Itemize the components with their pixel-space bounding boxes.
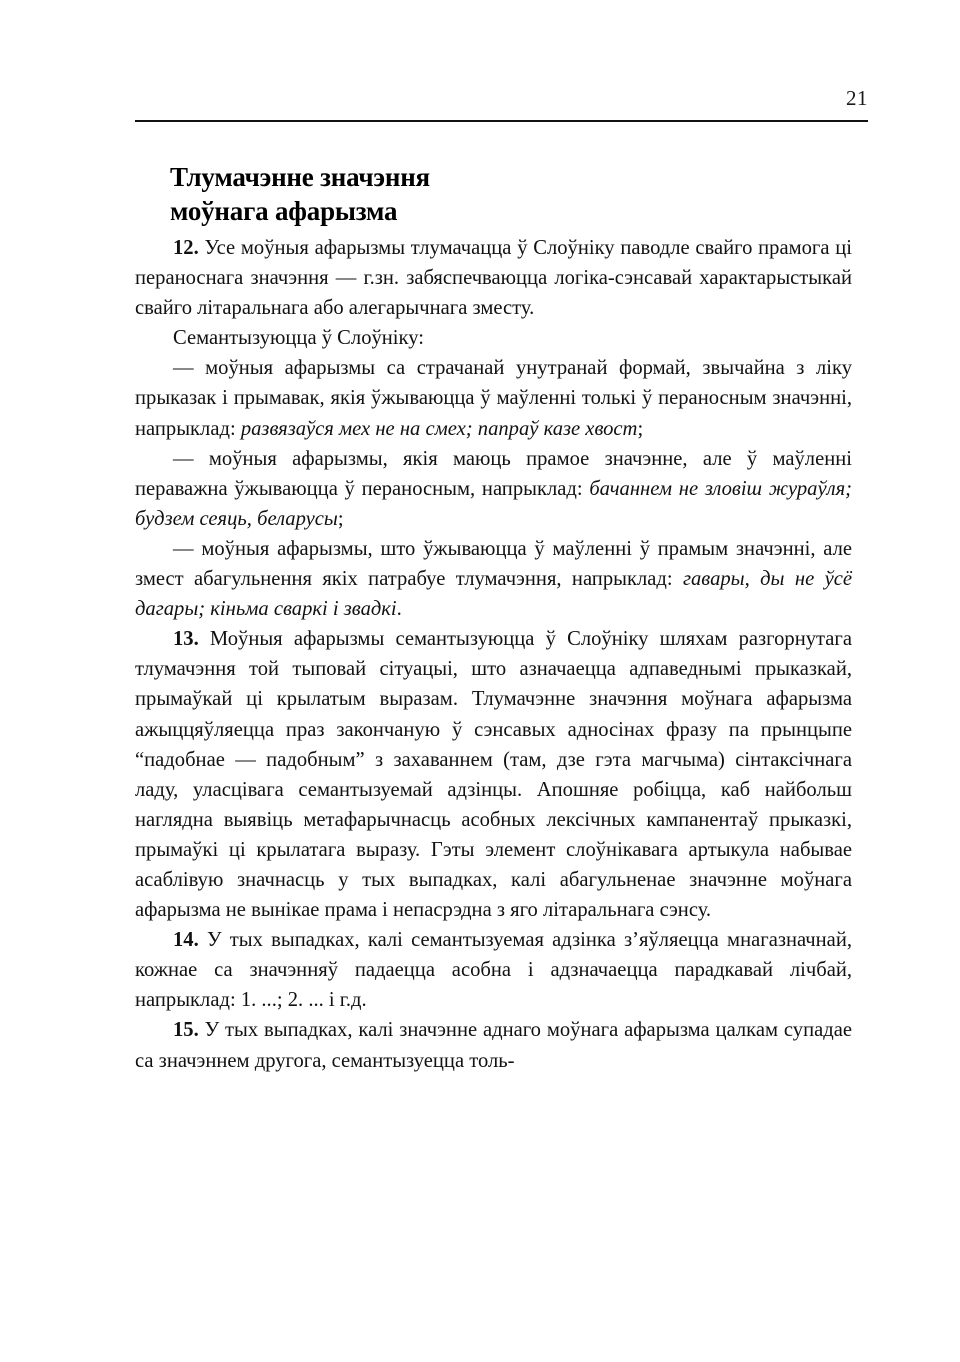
paragraph-list-intro-text: Семантызуюцца ў Слоўніку: (173, 327, 424, 350)
list-item-1-lead: — моўныя афарызмы са страчанай унутранай формай, звычайна з ліку прыказак і прымавак, якія ўжываюцца ў маўленні толькі ў пераносным значэнні, напрыклад: (135, 357, 852, 440)
page-number: 21 (846, 86, 868, 110)
paragraph-list-intro (135, 323, 852, 353)
page-title (170, 160, 790, 228)
list-item-1-example: развязаўся мех не на смех; папраў казе хвост (240, 417, 638, 440)
paragraph-13-text: Моўныя афарызмы семантызуюцца ў Слоўніку шляхам разгорнутага тлумачэння той тыповай сітуацыі, што азначаецца адпаведнымі прыказкай, прымаўкай ці крылатым выразам. Тлумачэнне значэння моўнага афарызма ажыццяўляецца праз закончаную ў сэнсавых адносінах фразу па прынцыпе “падобнае — падобным” з захаваннем (там, дзе гэта магчыма) сінтаксічнага ладу, уласцівага семантызуемай адзінцы. Апошняе робіцца, каб найбольш наглядна выявіць метафарычнасць асобных лексічных кампанентаў прыказкі, прымаўкі ці крылатага выразу. Гэты элемент слоўнікавага артыкула набывае асаблівую значнасць у тых выпадках, калі абагульненае значэнне моўнага афарызма не вынікае прама і непасрэдна з яго літаральнага сэнсу. (135, 628, 852, 922)
list-item-3-lead: — моўныя афарызмы, што ўжываюцца ў маўленні ў прамым значэнні, але змест абагульнення якіх патрабуе тлумачэння, напрыклад: (135, 537, 852, 591)
list-item-2 (135, 444, 852, 534)
list-item-2-example: бачаннем не зловіш жураўля; будзем сеяць, беларусы (135, 477, 853, 530)
list-item-3 (135, 534, 852, 624)
header-divider (135, 120, 868, 122)
paragraph-13 (135, 624, 852, 925)
paragraph-15-text: У тых выпадках, калі значэнне аднаго моўнага афарызма цалкам супадае са значэннем другога, семантызуецца толь- (135, 1019, 852, 1072)
paragraph-14-number: 14. (173, 929, 199, 952)
page-title-line-2: моўнага афарызма (170, 196, 398, 227)
list-item-1 (135, 353, 852, 443)
paragraph-12 (135, 233, 852, 323)
list-item-2-lead: — моўныя афарызмы, якія маюць прамое значэнне, але ў маўленні пераважна ўжываюцца ў пераносным, напрыклад: (135, 447, 852, 500)
paragraph-15-number: 15. (173, 1019, 199, 1042)
paragraph-12-text: Усе моўныя афарызмы тлумачацца ў Слоўніку паводле свайго прамога ці пераноснага значэння — г.зн. забяспечваюцца логіка-сэнсавай характарыстыкай свайго літаральнага або алегарычнага зместу. (135, 237, 852, 320)
list-item-2-tail: ; (337, 507, 344, 530)
list-item-3-tail: . (396, 598, 402, 621)
paragraph-13-number: 13. (173, 628, 199, 651)
paragraph-14-text: У тых выпадках, калі семантызуемая адзінка з’яўляецца мнагазначнай, кожнае са значэнняў падаецца асобна і адзначаецца парадкавай лічбай, напрыклад: 1. ...; 2. ... і г.д. (135, 929, 852, 1012)
body-text (135, 233, 852, 1076)
page-header (135, 88, 868, 128)
page-title-line-1: Тлумачэнне значэння (170, 162, 430, 193)
list-item-3-example: гавары, ды не ўсё дагары; кіньма сваркі і звадкі (135, 568, 852, 621)
paragraph-15 (135, 1015, 852, 1075)
list-item-1-tail: ; (637, 417, 644, 440)
paragraph-12-number: 12. (173, 237, 199, 259)
paragraph-14 (135, 925, 852, 1015)
